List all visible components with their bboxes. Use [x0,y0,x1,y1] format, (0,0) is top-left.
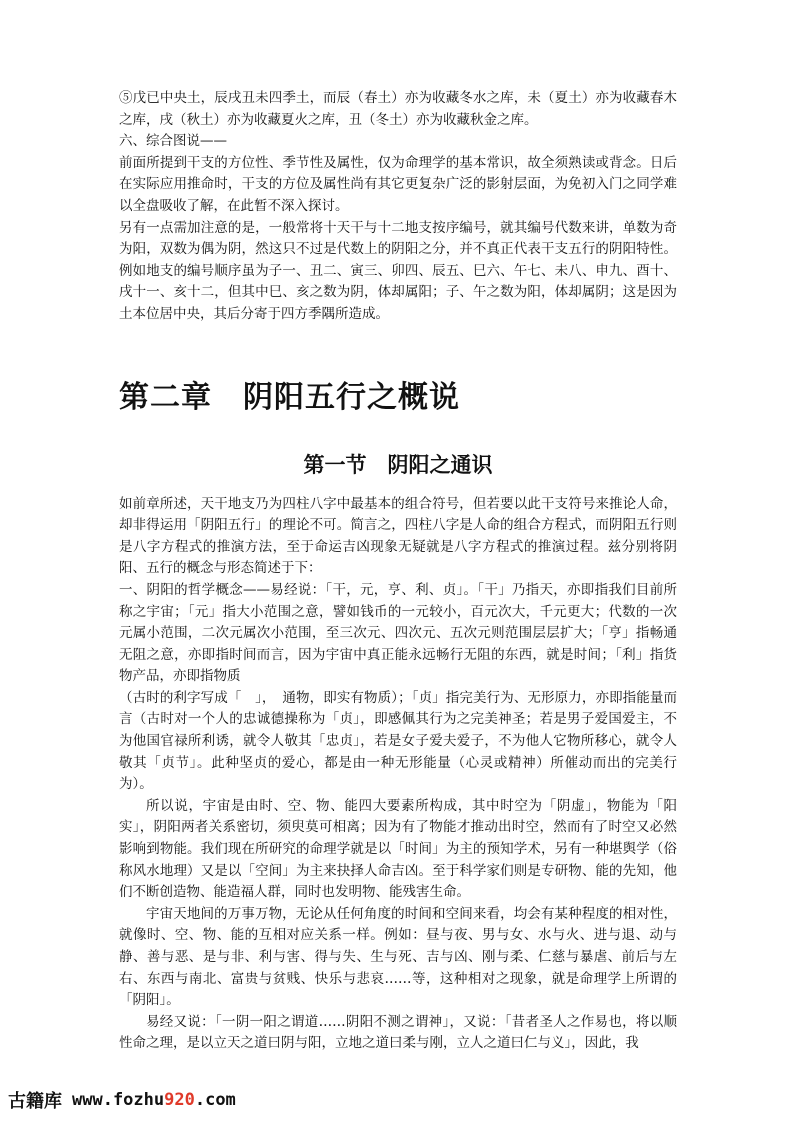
body-paragraph-2: 一、阴阳的哲学概念——易经说：「干，元，亨、利、贞」。「干」乃指天，亦即指我们目前所称之宇宙；「元」指大小范围之意，譬如钱币的一元较小，百元次大，千元更大；代数的一次元属小范围，二次元属次小范围，至三次元、四次元、五次元则范围层层扩大；「亨」指畅通无阻之意，亦即指时间而言，因为宇宙中真正能永远畅行无阻的东西，就是时间；「利」指货物产品，亦即指物质 [119,581,677,685]
intro-paragraph-3: 前面所提到干支的方位性、季节性及属性，仅为命理学的基本常识，故全须熟读或背念。日后在实际应用推命时，干支的方位及属性尚有其它更复杂广泛的影射层面，为免初入门之同学难以全盘吸收了解，在此暂不深入探讨。 [119,154,677,214]
site-watermark [0,1086,268,1114]
watermark-url-prefix: www.fozhu [72,1090,165,1110]
body-paragraph-5: 宇宙天地间的万事万物，无论从任何角度的时间和空间来看，均会有某种程度的相对性，就像时、空、物、能的互相对应关系一样。例如：昼与夜、男与女、水与火、进与退、动与静、善与恶、是与非、利与害、得与失、生与死、吉与凶、刚与柔、仁慈与暴虐、前后与左右、东西与南北、富贵与贫贱、快乐与悲哀……等，这种相对之现象，就是命理学上所谓的「阴阳」。 [119,905,677,1009]
intro-paragraph-1: ⑤戊已中央土，辰戌丑未四季土，而辰（春土）亦为收藏冬水之库，未（夏土）亦为收藏春木之库，戌（秋土）亦为收藏夏火之库，丑（冬土）亦为收藏秋金之库。 [119,90,677,128]
watermark-url [72,1090,236,1110]
document-page [119,88,677,1055]
chapter-title: 第二章 阴阳五行之概说 [119,379,460,415]
watermark-url-number: 920 [164,1090,195,1110]
section-title: 第一节 阴阳之通识 [303,452,493,477]
body-paragraph-3: （古时的利字写成「 」， 通物，即实有物质）；「贞」指完美行为、无形原力，亦即指能量而言（古时对一个人的忠诚德操称为「贞」，即感佩其行为之完美神圣；若是男子爱国爱主，不为他国官禄所利诱，就令人敬其「忠贞」，若是女子爱夫爱子，不为他人它物所移心，就令人敬其「贞节」。此种坚贞的爱心，都是由一种无形能量（心灵或精神）所催动而出的完美行为）。 [119,689,677,793]
body-paragraph-4: 所以说，宇宙是由时、空、物、能四大要素所构成，其中时空为「阴虚」，物能为「阳实」，阴阳两者关系密切，须臾莫可相离；因为有了物能才推动出时空，然而有了时空又必然影响到物能。我们现在所研究的命理学就是以「时间」为主的预知学术，另有一种堪舆学（俗称风水地理）又是以「空间」为主来抉择人命吉凶。至于科学家们则是专研物、能的先知，他们不断创造物、能造福人群，同时也发明物、能残害生命。 [119,797,677,901]
intro-paragraph-2: 六、综合图说—— [119,133,227,150]
watermark-url-suffix: .com [194,1090,236,1110]
watermark-site-name: 古籍库 [8,1091,62,1112]
body-paragraph-6: 易经又说：「一阴一阳之谓道……阴阳不测之谓神」，又说：「昔者圣人之作易也，将以顺性命之理，是以立天之道曰阴与阳，立地之道曰柔与刚，立人之道曰仁与义」，因此，我 [119,1013,677,1052]
intro-paragraph-4: 另有一点需加注意的是，一般常将十天干与十二地支按序编号，就其编号代数来讲，单数为奇为阳，双数为偶为阴，然这只不过是代数上的阴阳之分，并不真正代表干支五行的阴阳特性。例如地支的编号顺序虽为子一、丑二、寅三、卯四、辰五、巳六、午七、未八、申九、酉十、戌十一、亥十二，但其中巳、亥之数为阴，体却属阳；子、午之数为阳，体却属阴；这是因为土本位居中央，其后分寄于四方季隅所造成。 [119,219,677,322]
body-paragraph-1: 如前章所述，天干地支乃为四柱八字中最基本的组合符号，但若要以此干支符号来推论人命，却非得运用「阴阳五行」的理论不可。简言之，四柱八字是人命的组合方程式，而阴阳五行则是八字方程式的推演方法，至于命运吉凶现象无疑就是八字方程式的推演过程。兹分别将阴阳、五行的概念与形态简述于下： [119,495,677,577]
